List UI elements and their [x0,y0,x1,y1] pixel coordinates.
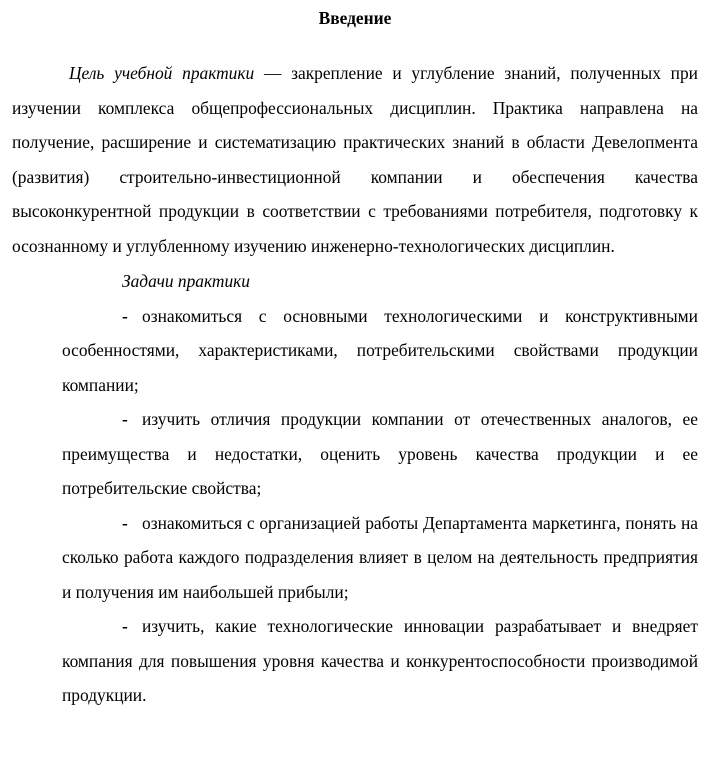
task-text: ознакомиться с организацией работы Департамента маркетинга, понять на сколько работа каждого подразделения влияет в целом на деятельность предприятия и получения им наибольшей прибыли; [62,512,698,602]
tasks-title: Задачи практики [122,271,250,291]
intro-paragraph [12,56,698,263]
dash-marker: - [122,305,128,326]
list-item [62,609,698,713]
task-text: изучить отличия продукции компании от отечественных аналогов, ее преимущества и недостатки, оценить уровень качества продукции и ее потребительские свойства; [62,409,698,498]
goal-label: Цель учебной практики [69,63,255,83]
task-text: ознакомиться с основными технологическими и конструктивными особенностями, характеристиками, потребительскими свойствами продукции компании; [62,305,698,395]
dash-marker: - [122,409,128,429]
list-item [62,402,698,506]
page-title: Введение [318,8,392,28]
list-item [62,506,698,610]
goal-text: — закрепление и углубление знаний, полученных при изучении комплекса общепрофессиональных дисциплин. Практика направлена на получение, расширение и систематизацию практических знаний в области Девелопмента (развития) строительно-инвестиционной компании и обеспечения качества высоконкурентной продукции в соответствии с требованиями потребителя, подготовку к осознанному и углубленному изучению инженерно-технологических дисциплин. [12,63,698,256]
dash-marker: - [122,616,128,636]
list-item [62,299,698,403]
task-text: изучить, какие технологические инновации разрабатывает и внедряет компания для повышения уровня качества и конкурентоспособности производимой продукции. [62,616,698,705]
dash-marker: - [122,512,128,533]
task-list [62,299,698,713]
document-page [12,0,698,713]
